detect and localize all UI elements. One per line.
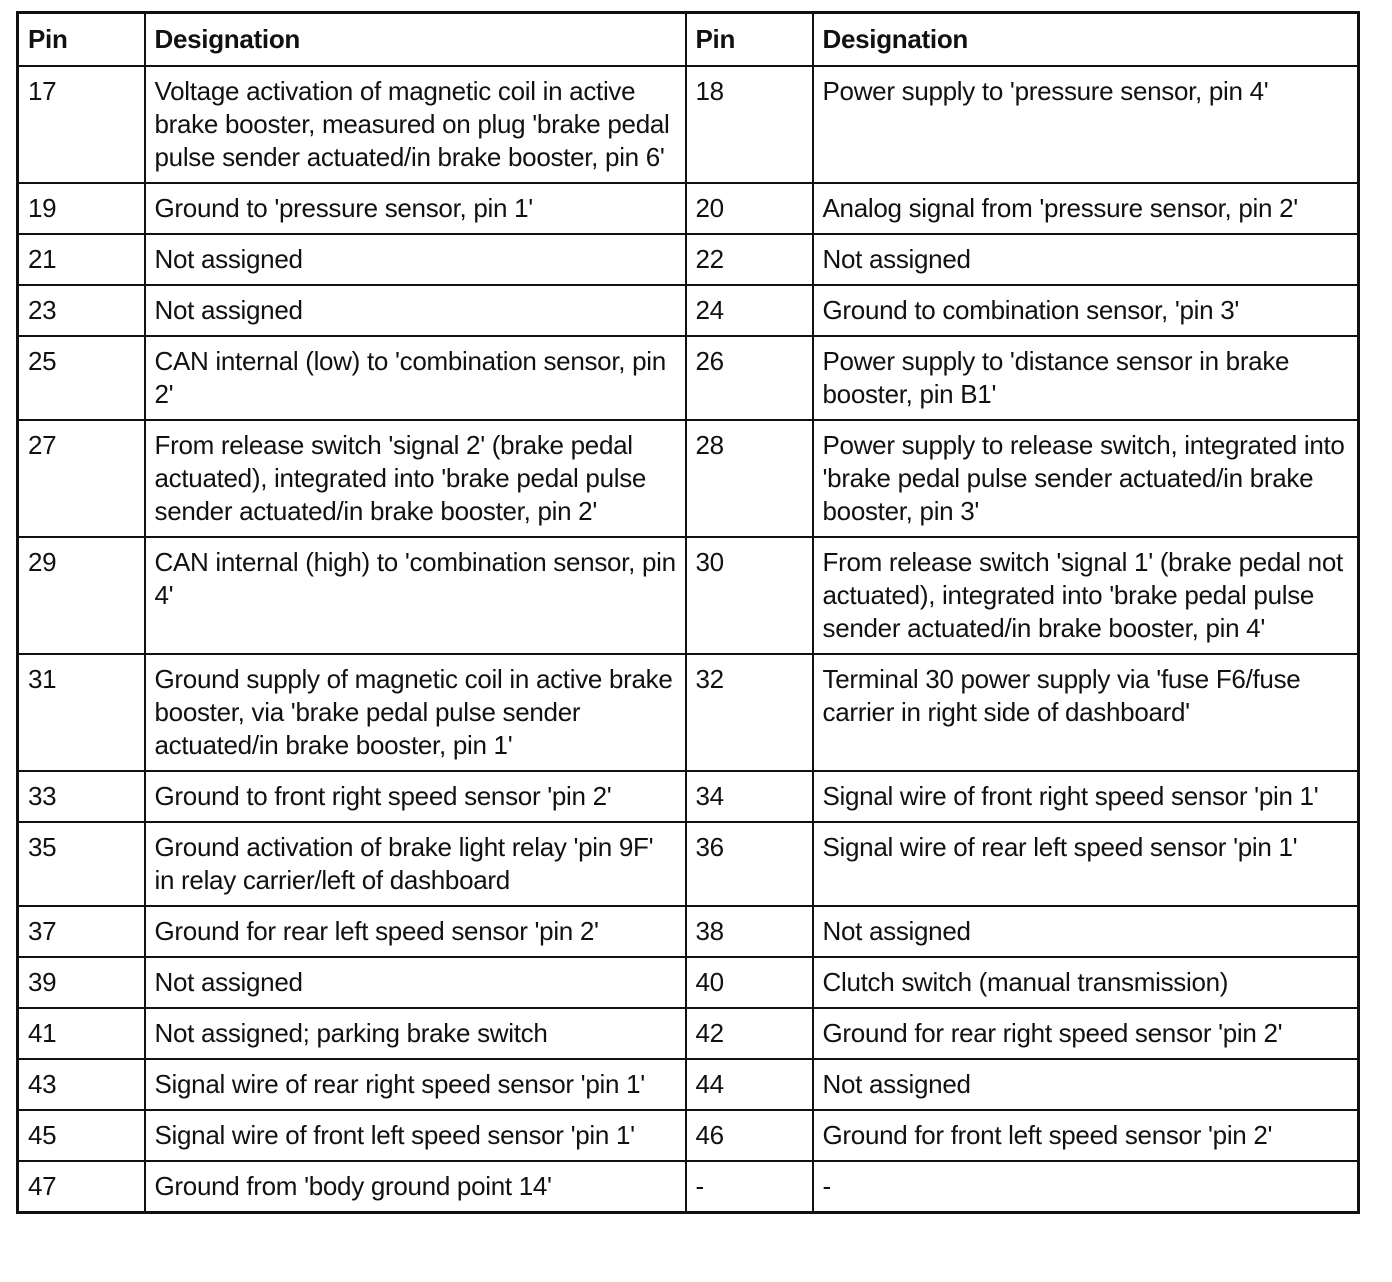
table-row: [18, 822, 1359, 906]
pin-designation: Not assigned: [813, 234, 1359, 285]
pin-number: 17: [18, 66, 145, 183]
table-row: [18, 336, 1359, 420]
pin-designation: From release switch 'signal 2' (brake pedal actuated), integrated into 'brake pedal pulse sender actuated/in brake booster, pin 2': [145, 420, 686, 537]
pin-number: 44: [686, 1059, 813, 1110]
pin-number: 21: [18, 234, 145, 285]
table-row: [18, 654, 1359, 771]
header-pin-left: Pin: [18, 13, 145, 67]
pin-designation: Not assigned: [145, 957, 686, 1008]
pin-designation: CAN internal (low) to 'combination sensor, pin 2': [145, 336, 686, 420]
pin-designation: Not assigned: [145, 285, 686, 336]
pin-number: 47: [18, 1161, 145, 1213]
pin-number: 41: [18, 1008, 145, 1059]
pin-designation: Power supply to 'distance sensor in brake booster, pin B1': [813, 336, 1359, 420]
pin-number: 37: [18, 906, 145, 957]
pin-number: 38: [686, 906, 813, 957]
table-row: [18, 420, 1359, 537]
pin-designation: Ground for front left speed sensor 'pin 2': [813, 1110, 1359, 1161]
table-row: [18, 906, 1359, 957]
pin-number: 23: [18, 285, 145, 336]
pin-designation: Not assigned: [813, 1059, 1359, 1110]
pin-number: 35: [18, 822, 145, 906]
pin-designation: -: [813, 1161, 1359, 1213]
table-row: [18, 771, 1359, 822]
table-row: [18, 957, 1359, 1008]
pin-number: 45: [18, 1110, 145, 1161]
pin-number: 31: [18, 654, 145, 771]
table-row: [18, 183, 1359, 234]
table-row: [18, 285, 1359, 336]
table-row: [18, 66, 1359, 183]
pin-number: 46: [686, 1110, 813, 1161]
table-row: [18, 1110, 1359, 1161]
pin-designation: Not assigned; parking brake switch: [145, 1008, 686, 1059]
pin-number: 40: [686, 957, 813, 1008]
pin-designation: Ground to front right speed sensor 'pin 2': [145, 771, 686, 822]
pin-number: 22: [686, 234, 813, 285]
pin-designation: Ground to 'pressure sensor, pin 1': [145, 183, 686, 234]
pin-number: 42: [686, 1008, 813, 1059]
pin-designation: Clutch switch (manual transmission): [813, 957, 1359, 1008]
pin-number: -: [686, 1161, 813, 1213]
pin-designation: Ground from 'body ground point 14': [145, 1161, 686, 1213]
pin-number: 20: [686, 183, 813, 234]
pin-designation: Ground supply of magnetic coil in active brake booster, via 'brake pedal pulse sender actuated/in brake booster, pin 1': [145, 654, 686, 771]
pin-designation: Not assigned: [813, 906, 1359, 957]
pin-number: 18: [686, 66, 813, 183]
table-row: [18, 1059, 1359, 1110]
pin-designation: Power supply to release switch, integrated into 'brake pedal pulse sender actuated/in brake booster, pin 3': [813, 420, 1359, 537]
pin-number: 34: [686, 771, 813, 822]
pin-number: 25: [18, 336, 145, 420]
pin-designation: Not assigned: [145, 234, 686, 285]
pin-number: 39: [18, 957, 145, 1008]
pin-designation: Signal wire of rear right speed sensor 'pin 1': [145, 1059, 686, 1110]
pin-designation: Analog signal from 'pressure sensor, pin 2': [813, 183, 1359, 234]
header-pin-right: Pin: [686, 13, 813, 67]
header-row: [18, 13, 1359, 67]
pin-designation: Ground to combination sensor, 'pin 3': [813, 285, 1359, 336]
pin-number: 43: [18, 1059, 145, 1110]
table-row: [18, 1008, 1359, 1059]
pin-designation: Ground for rear left speed sensor 'pin 2': [145, 906, 686, 957]
pin-number: 29: [18, 537, 145, 654]
pin-number: 26: [686, 336, 813, 420]
pin-number: 27: [18, 420, 145, 537]
pin-designation: Ground activation of brake light relay 'pin 9F' in relay carrier/left of dashboard: [145, 822, 686, 906]
pin-number: 19: [18, 183, 145, 234]
pin-designation: Voltage activation of magnetic coil in active brake booster, measured on plug 'brake pedal pulse sender actuated/in brake booster, pin 6': [145, 66, 686, 183]
pin-number: 30: [686, 537, 813, 654]
pin-designation: Terminal 30 power supply via 'fuse F6/fuse carrier in right side of dashboard': [813, 654, 1359, 771]
header-designation-right: Designation: [813, 13, 1359, 67]
pin-number: 28: [686, 420, 813, 537]
pin-designation: CAN internal (high) to 'combination sensor, pin 4': [145, 537, 686, 654]
pin-designation: Signal wire of front right speed sensor 'pin 1': [813, 771, 1359, 822]
pin-designation: From release switch 'signal 1' (brake pedal not actuated), integrated into 'brake pedal pulse sender actuated/in brake booster, pin 4': [813, 537, 1359, 654]
table-row: [18, 234, 1359, 285]
pin-designation: Ground for rear right speed sensor 'pin 2': [813, 1008, 1359, 1059]
pin-designation: Power supply to 'pressure sensor, pin 4': [813, 66, 1359, 183]
pin-designation: Signal wire of front left speed sensor 'pin 1': [145, 1110, 686, 1161]
table-row: [18, 1161, 1359, 1213]
pin-number: 24: [686, 285, 813, 336]
pin-number: 32: [686, 654, 813, 771]
header-designation-left: Designation: [145, 13, 686, 67]
pin-designation: Signal wire of rear left speed sensor 'pin 1': [813, 822, 1359, 906]
pin-assignment-table: [16, 11, 1360, 1214]
pin-number: 33: [18, 771, 145, 822]
table-row: [18, 537, 1359, 654]
pin-number: 36: [686, 822, 813, 906]
